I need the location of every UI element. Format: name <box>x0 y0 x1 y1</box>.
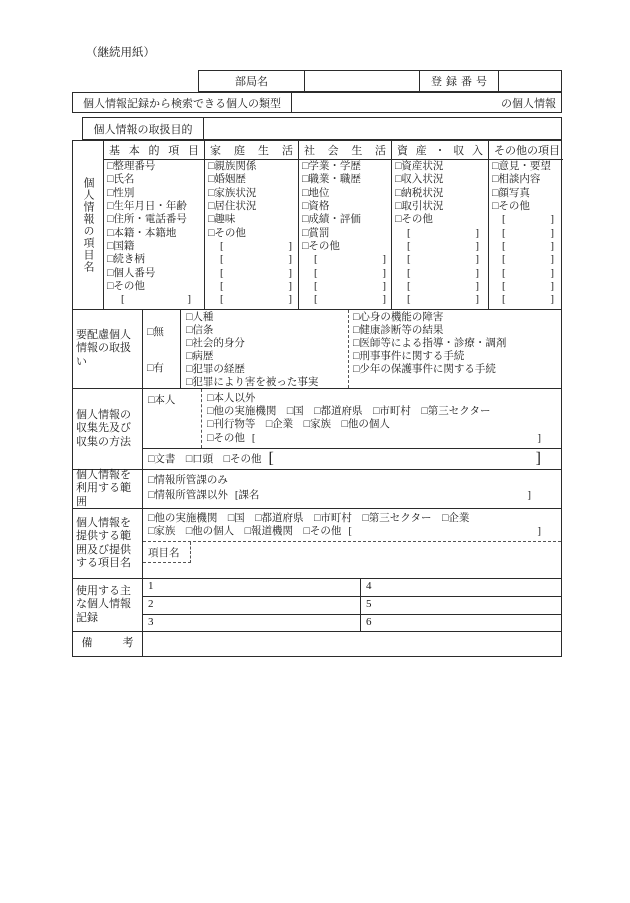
record-field-4[interactable]: 4 <box>360 579 561 596</box>
sensitive-item-checkbox[interactable]: □心身の機能の障害 <box>353 312 444 323</box>
item-checkbox[interactable]: □資産状況 <box>395 161 444 172</box>
write-in-field[interactable]: [ ] <box>407 281 479 293</box>
write-in-field[interactable]: [ ] <box>407 227 479 239</box>
checkbox-line[interactable]: □本人以外 <box>207 393 256 404</box>
item-checkbox[interactable]: □その他 <box>492 201 530 213</box>
provision-other-line <box>148 525 561 538</box>
write-in-field[interactable]: [ ] <box>502 214 554 226</box>
item-checkbox[interactable]: □顔写真 <box>492 187 530 199</box>
write-in-field[interactable]: [ ] <box>348 526 541 538</box>
item-checkbox[interactable]: □本籍・本籍地 <box>107 227 177 239</box>
write-in-field[interactable]: [ ] <box>251 432 541 444</box>
item-checkbox[interactable]: □納税状況 <box>395 187 444 199</box>
item-checkbox[interactable]: □生年月日・年齢 <box>107 201 187 213</box>
provision-checkbox-lines <box>143 509 561 541</box>
items-columns <box>103 141 563 309</box>
item-write-in-row <box>392 227 488 240</box>
write-in-field[interactable]: [ ] <box>502 227 554 239</box>
item-write-in-row <box>299 253 391 266</box>
usage-scope-section <box>73 469 561 508</box>
item-write-in-row <box>392 280 488 293</box>
items-column <box>298 141 391 309</box>
write-in-field[interactable]: [ ] <box>407 294 479 306</box>
items-side-label: 個人情報の項目名 <box>82 177 94 273</box>
item-checkbox[interactable]: □国籍 <box>107 241 135 253</box>
records-section <box>73 578 561 631</box>
write-in-field[interactable]: [ ] <box>502 254 554 266</box>
items-column-header: 資 産 ・ 収 入 <box>392 141 488 160</box>
item-checkbox[interactable]: □地位 <box>302 187 330 199</box>
provision-label: 個人情報を提供する範囲及び提供する項目名 <box>73 509 143 578</box>
sensitive-item-checkbox[interactable]: □人種 <box>186 312 214 323</box>
item-checkbox[interactable]: □家族状況 <box>208 187 257 199</box>
continuation-sheet-note: （継続用紙） <box>86 47 155 59</box>
write-in-field[interactable]: [ ] <box>314 267 386 279</box>
checkbox-method-line[interactable]: □文書 □口頭 □その他 <box>148 453 262 465</box>
items-column-header: 社 会 生 活 <box>299 141 391 160</box>
item-checkbox[interactable]: □続き柄 <box>107 254 145 266</box>
provision-item-name-area <box>143 541 561 578</box>
write-in-field[interactable]: [ ] <box>314 254 386 266</box>
sensitive-items-left <box>181 310 348 388</box>
registration-number-label: 登録番号 <box>419 71 498 91</box>
sensitive-info-label: 要配慮個人情報の取扱い <box>73 310 143 388</box>
collection-other-cell <box>201 389 561 448</box>
item-write-in-row <box>489 267 563 280</box>
write-in-field[interactable]: [ ] <box>502 281 554 293</box>
item-checkbox[interactable]: □意見・要望 <box>492 161 551 172</box>
record-field-1[interactable]: 1 <box>148 580 154 592</box>
items-column-header: そ の 他 の 項 目 <box>489 141 563 160</box>
record-field-3[interactable]: 3 <box>143 614 360 631</box>
checkbox-self[interactable]: □本人 <box>148 395 176 406</box>
checkbox-none[interactable]: □無 <box>147 326 164 338</box>
item-checkbox[interactable]: □賞罰 <box>302 227 330 239</box>
remarks-label: 備考 <box>73 632 143 656</box>
sensitive-item-checkbox[interactable]: □病歴 <box>186 350 214 362</box>
individual-type-row <box>72 92 562 113</box>
item-write-in-row <box>299 293 391 306</box>
item-write-in-row <box>489 253 563 266</box>
registration-number-field[interactable] <box>498 71 561 91</box>
sensitive-item-checkbox[interactable]: □刑事事件に関する手続 <box>353 350 465 362</box>
item-checkbox[interactable]: □その他 <box>395 214 433 226</box>
item-write-in-row <box>489 293 563 306</box>
write-in-field[interactable]: [ ] <box>220 281 292 293</box>
type-suffix-text: の個人情報 <box>501 97 556 110</box>
item-write-in-row <box>299 280 391 293</box>
item-write-in-row <box>489 227 563 240</box>
checkbox-managing-division-only[interactable]: □情報所管課のみ <box>148 475 228 486</box>
item-checkbox[interactable]: □成績・評価 <box>302 214 361 226</box>
item-checkbox[interactable]: □資格 <box>302 201 330 213</box>
write-in-field[interactable]: [ ] <box>502 241 554 253</box>
bureau-registration-row <box>198 70 562 92</box>
write-in-field[interactable]: [ ] <box>121 294 191 306</box>
write-in-field[interactable]: [ ] <box>220 294 292 306</box>
item-checkbox[interactable]: □職業・職歴 <box>302 174 361 186</box>
provision-content <box>143 509 561 578</box>
checkbox-line[interactable]: □刊行物等 □企業 □家族 □他の個人 <box>207 419 390 431</box>
item-checkbox[interactable]: □居住状況 <box>208 201 257 213</box>
write-in-field[interactable]: [ ] <box>502 267 554 279</box>
write-in-field[interactable]: [ ] <box>220 267 292 279</box>
checkbox-line[interactable]: □他の実施機関 □国 □都道府県 □市町村 □第三セクター <box>207 406 491 418</box>
sensitive-item-checkbox[interactable]: □少年の保護事件に関する手続 <box>353 363 496 375</box>
usage-other-division-line <box>148 489 561 504</box>
division-name-field[interactable]: [課名 ] <box>234 489 531 501</box>
handling-purpose-field[interactable] <box>203 118 561 139</box>
sensitive-item-checkbox[interactable]: □犯罪により害を被った事実 <box>186 376 319 388</box>
record-field-5[interactable]: 5 <box>360 596 561 613</box>
item-write-in-row <box>489 213 563 226</box>
item-write-in-row <box>205 240 298 253</box>
item-checkbox[interactable]: □住所・電話番号 <box>107 214 187 226</box>
collection-section <box>73 388 561 469</box>
provision-item-name-box[interactable]: 項目名 <box>143 542 191 563</box>
items-column <box>204 141 298 309</box>
individual-type-field[interactable] <box>291 93 561 112</box>
checkbox-line[interactable]: □他の実施機関 □国 □都道府県 □市町村 □第三セクター □企業 <box>148 513 470 524</box>
item-checkbox[interactable]: □収入状況 <box>395 174 444 186</box>
item-checkbox[interactable]: □学業・学歴 <box>302 161 361 172</box>
checkbox-line[interactable]: □家族 □他の個人 □報道機関 □その他 <box>148 526 342 538</box>
handling-purpose-label: 個人情報の取扱目的 <box>93 123 193 136</box>
item-checkbox[interactable]: □その他 <box>302 241 340 253</box>
sensitive-item-checkbox[interactable]: □健康診断等の結果 <box>353 324 444 336</box>
sensitive-item-checkbox[interactable]: □信条 <box>186 324 214 336</box>
sensitive-item-checkbox[interactable]: □医師等による指導・診療・調剤 <box>353 337 507 349</box>
record-field-6[interactable]: 6 <box>360 614 561 631</box>
record-field-2[interactable]: 2 <box>143 596 360 613</box>
item-checkbox[interactable]: □個人番号 <box>107 267 156 279</box>
write-in-field[interactable]: [ ] <box>502 294 554 306</box>
write-in-field[interactable]: [ ] <box>268 450 541 468</box>
item-write-in-row <box>104 293 204 306</box>
checkbox-other[interactable]: □その他 <box>207 432 245 444</box>
item-write-in-row <box>392 293 488 306</box>
item-checkbox[interactable]: □婚姻歴 <box>208 174 246 186</box>
remarks-field[interactable] <box>143 632 561 656</box>
item-checkbox[interactable]: □整理番号 <box>107 161 156 172</box>
item-checkbox[interactable]: □その他 <box>107 281 145 293</box>
write-in-field[interactable]: [ ] <box>407 267 479 279</box>
individual-type-label: 個人情報記録から検索できる個人の類型 <box>83 97 281 110</box>
sensitive-items-right <box>348 310 561 388</box>
item-checkbox[interactable]: □その他 <box>208 227 246 239</box>
personal-info-items-section <box>73 141 561 309</box>
sensitive-item-checkbox[interactable]: □社会的身分 <box>186 337 245 349</box>
bureau-name-field[interactable] <box>304 71 419 91</box>
item-checkbox[interactable]: □取引状況 <box>395 201 444 213</box>
collection-other-write-in-line <box>207 432 561 445</box>
sensitive-info-section <box>73 309 561 388</box>
item-write-in-row <box>392 267 488 280</box>
records-grid <box>143 579 561 631</box>
write-in-field[interactable]: [ ] <box>407 241 479 253</box>
usage-scope-label: 個人情報を利用する範囲 <box>73 470 143 508</box>
collection-source-row <box>143 389 561 448</box>
usage-scope-content <box>143 470 561 508</box>
bureau-name-label: 部局名 <box>235 76 268 88</box>
write-in-field[interactable]: [ ] <box>314 281 386 293</box>
item-write-in-row <box>392 253 488 266</box>
item-checkbox[interactable]: □親族関係 <box>208 161 257 172</box>
collection-label: 個人情報の収集先及び収集の方法 <box>73 389 143 469</box>
write-in-field[interactable]: [ ] <box>407 254 479 266</box>
records-label: 使用する主な個人情報記録 <box>73 579 143 631</box>
item-checkbox[interactable]: □相談内容 <box>492 174 541 186</box>
provision-section <box>73 508 561 578</box>
write-in-field[interactable]: [ ] <box>220 254 292 266</box>
write-in-field[interactable]: [ ] <box>314 294 386 306</box>
checkbox-other-division[interactable]: □情報所管課以外 <box>148 489 228 501</box>
items-column-header: 基 本 的 項 目 <box>104 141 204 160</box>
collection-content <box>143 389 561 469</box>
item-write-in-row <box>205 267 298 280</box>
item-checkbox[interactable]: □趣味 <box>208 214 236 226</box>
item-write-in-row <box>205 280 298 293</box>
items-column <box>103 141 204 309</box>
item-write-in-row <box>205 253 298 266</box>
item-checkbox[interactable]: □性別 <box>107 187 135 199</box>
item-write-in-row <box>392 240 488 253</box>
item-write-in-row <box>489 240 563 253</box>
item-checkbox[interactable]: □氏名 <box>107 174 135 186</box>
item-write-in-row <box>489 280 563 293</box>
main-form-table <box>72 140 562 657</box>
items-column <box>488 141 563 309</box>
sensitive-yes-no-cell <box>143 310 181 388</box>
remarks-section <box>73 631 561 656</box>
checkbox-exists[interactable]: □有 <box>147 362 164 374</box>
items-column-header: 家 庭 生 活 <box>205 141 298 160</box>
write-in-field[interactable]: [ ] <box>220 241 292 253</box>
handling-purpose-row <box>82 117 562 140</box>
collection-method-row <box>143 448 561 469</box>
item-write-in-row <box>205 293 298 306</box>
item-write-in-row <box>299 267 391 280</box>
sensitive-item-checkbox[interactable]: □犯罪の経歴 <box>186 363 245 375</box>
items-column <box>391 141 488 309</box>
